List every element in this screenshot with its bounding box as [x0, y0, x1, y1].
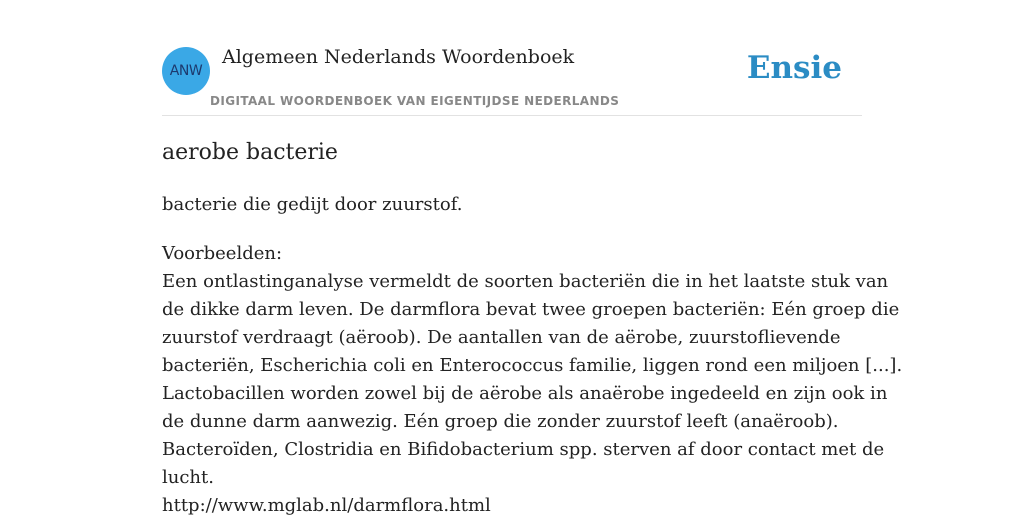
example-line: Lactobacillen worden zowel bij de aërobe als anaërobe ingedeeld en zijn ook in: [162, 383, 888, 404]
example-line: zuurstof verdraagt (aëroob). De aantallen van de aërobe, zuurstoflievende: [162, 327, 841, 348]
examples-label: Voorbeelden:: [162, 243, 283, 264]
example-line: Bacteroïden, Clostridia en Bifidobacterium spp. sterven af door contact met de: [162, 439, 885, 460]
example-line: bacteriën, Escherichia coli en Enterococcus familie, liggen rond een miljoen [...].: [162, 355, 903, 376]
entry-term: aerobe bacterie: [162, 140, 338, 165]
header-divider: [162, 115, 862, 116]
example-line: Een ontlastinganalyse vermeldt de soorten bacteriën die in het laatste stuk van: [162, 271, 889, 292]
site-title[interactable]: Algemeen Nederlands Woordenboek: [222, 46, 575, 68]
example-line: lucht.: [162, 467, 214, 488]
anw-logo-text: ANW: [169, 63, 203, 79]
examples-block: [162, 240, 903, 520]
page: [162, 0, 903, 516]
anw-logo[interactable]: [162, 47, 210, 95]
example-line: de dunne darm aanwezig. Eén groep die zonder zuurstof leeft (anaëroob).: [162, 411, 839, 432]
source-url: http://www.mglab.nl/darmflora.html: [162, 495, 491, 516]
ensie-logo[interactable]: Ensie: [746, 50, 842, 86]
entry-definition: bacterie die gedijt door zuurstof.: [162, 194, 463, 215]
site-subtitle: DIGITAAL WOORDENBOEK VAN EIGENTIJDSE NEDERLANDS: [210, 94, 620, 108]
example-line: de dikke darm leven. De darmflora bevat twee groepen bacteriën: Eén groep die: [162, 299, 900, 320]
